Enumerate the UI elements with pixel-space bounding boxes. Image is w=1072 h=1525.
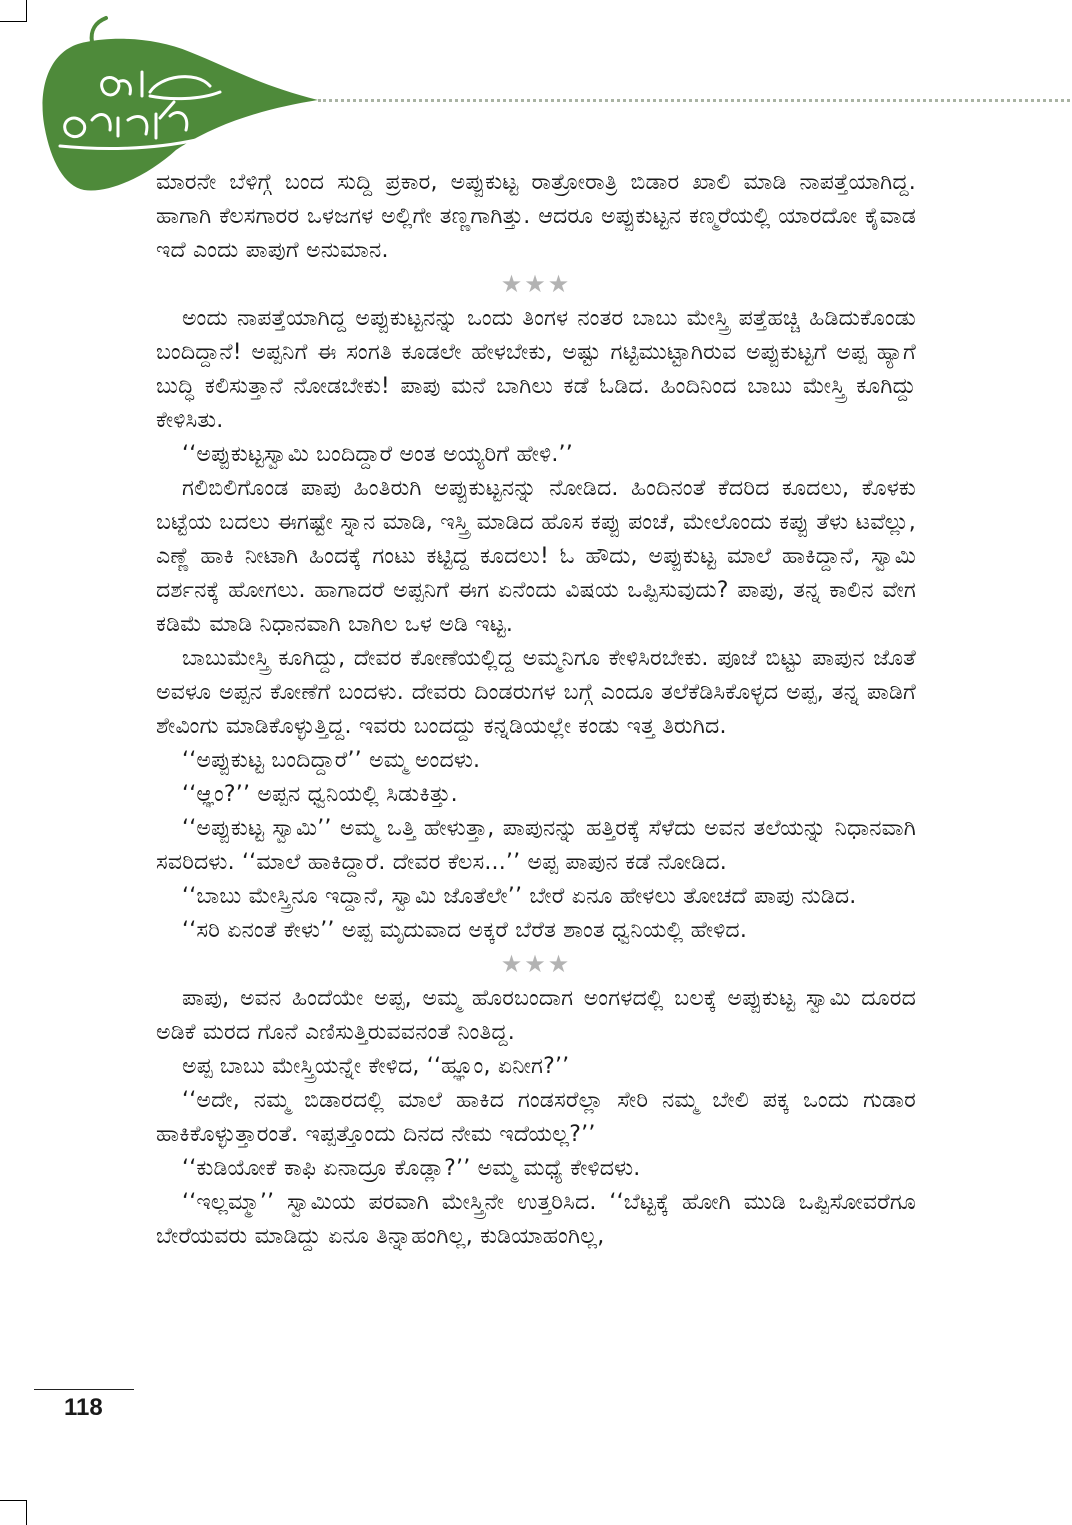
leaf-stem bbox=[92, 18, 106, 42]
section-separator: ★★★ bbox=[500, 270, 572, 298]
section-separator: ★★★ bbox=[500, 950, 572, 978]
paragraph: ಬಾಬುಮೇಸ್ತ್ರಿ ಕೂಗಿದ್ದು, ದೇವರ ಕೋಣೆಯಲ್ಲಿದ್ದ ಅಮ್ಮನಿಗೂ ಕೇಳಿಸಿರಬೇಕು. ಪೂಜೆ ಬಿಟ್ಟು ಪಾಪುನ ಜೊತೆ ಅವಳೂ ಅಪ್ಪನ ಕೋಣೆಗೆ ಬಂದಳು. ದೇವರು ದಿಂಡರುಗಳ ಬಗ್ಗೆ ಎಂದೂ ತಲೆಕೆಡಿಸಿಕೊಳ್ಳದ ಅಪ್ಪ, ತನ್ನ ಪಾಡಿಗೆ ಶೇವಿಂಗು ಮಾಡಿಕೊಳ್ಳುತ್ತಿದ್ದ. ಇವರು ಬಂದದ್ದು ಕನ್ನಡಿಯಲ್ಲೇ ಕಂಡು ಇತ್ತ ತಿರುಗಿದ. bbox=[156, 646, 916, 739]
paragraph: ‘‘ಅಪ್ಪುಕುಟ್ಟ ಸ್ವಾಮಿ’’ ಅಮ್ಮ ಒತ್ತಿ ಹೇಳುತ್ತಾ, ಪಾಪುನನ್ನು ಹತ್ತಿರಕ್ಕೆ ಸೆಳೆದು ಅವನ ತಲೆಯನ್ನು ನಿಧಾನವಾಗಿ ಸವರಿದಳು. ‘‘ಮಾಲೆ ಹಾಕಿದ್ದಾರೆ. ದೇವರ ಕೆಲಸ...’’ ಅಪ್ಪ ಪಾಪುನ ಕಡೆ ನೋಡಿದ. bbox=[156, 816, 916, 875]
paragraph: ‘‘ಬಾಬು ಮೇಸ್ತ್ರಿನೂ ಇದ್ದಾನೆ, ಸ್ವಾಮಿ ಜೊತೆಲೇ’’ ಬೇರೆ ಏನೂ ಹೇಳಲು ತೋಚದೆ ಪಾಪು ನುಡಿದ. bbox=[182, 884, 857, 909]
paragraph: ‘‘ಆ್ಞಂ?’’ ಅಪ್ಪನ ಧ್ವನಿಯಲ್ಲಿ ಸಿಡುಕಿತ್ತು. bbox=[182, 782, 458, 807]
page-number-rule bbox=[34, 1389, 134, 1390]
paragraph: ‘‘ಇಲ್ಲಮ್ಮಾ’’ ಸ್ವಾಮಿಯ ಪರವಾಗಿ ಮೇಸ್ತ್ರಿನೇ ಉತ್ತರಿಸಿದ. ‘‘ಬೆಟ್ಟಕ್ಕೆ ಹೋಗಿ ಮುಡಿ ಒಪ್ಪಿಸೋವರೆಗೂ ಬೇರೆಯವರು ಮಾಡಿದ್ದು ಏನೂ ತಿನ್ನಾಹಂಗಿಲ್ಲ, ಕುಡಿಯಾಹಂಗಿಲ್ಲ, bbox=[156, 1190, 916, 1249]
paragraph: ಗಲಿಬಿಲಿಗೊಂಡ ಪಾಪು ಹಿಂತಿರುಗಿ ಅಪ್ಪುಕುಟ್ಟನನ್ನು ನೋಡಿದ. ಹಿಂದಿನಂತೆ ಕೆದರಿದ ಕೂದಲು, ಕೊಳಕು ಬಟ್ಟೆಯ ಬದಲು ಈಗಷ್ಟೇ ಸ್ನಾನ ಮಾಡಿ, ಇಸ್ತ್ರಿ ಮಾಡಿದ ಹೊಸ ಕಪ್ಪು ಪಂಚೆ, ಮೇಲೊಂದು ಕಪ್ಪು ತೆಳು ಟವೆಲ್ಲು, ಎಣ್ಣೆ ಹಾಕಿ ನೀಟಾಗಿ ಹಿಂದಕ್ಕೆ ಗಂಟು ಕಟ್ಟಿದ್ದ ಕೂದಲು! ಓ ಹೌದು, ಅಪ್ಪುಕುಟ್ಟ ಮಾಲೆ ಹಾಕಿದ್ದಾನೆ, ಸ್ವಾಮಿ ದರ್ಶನಕ್ಕೆ ಹೋಗಲು. ಹಾಗಾದರೆ ಅಪ್ಪನಿಗೆ ಈಗ ಏನೆಂದು ವಿಷಯ ಒಪ್ಪಿಸುವುದು? ಪಾಪು, ತನ್ನ ಕಾಲಿನ ವೇಗ ಕಡಿಮೆ ಮಾಡಿ ನಿಧಾನವಾಗಿ ಬಾಗಿಲ ಒಳ ಅಡಿ ಇಟ್ಟ. bbox=[156, 476, 916, 637]
paragraph: ‘‘ಅಪ್ಪುಕುಟ್ಟಸ್ವಾಮಿ ಬಂದಿದ್ದಾರೆ ಅಂತ ಅಯ್ಯರಿಗೆ ಹೇಳಿ.’’ bbox=[182, 442, 573, 467]
paragraph: ‘‘ಅಪ್ಪುಕುಟ್ಟ ಬಂದಿದ್ದಾರೆ’’ ಅಮ್ಮ ಅಂದಳು. bbox=[182, 748, 481, 773]
paragraph: ‘‘ಸರಿ ಏನಂತೆ ಕೇಳು’’ ಅಪ್ಪ ಮೃದುವಾದ ಅಕ್ಕರೆ ಬೆರೆತ ಶಾಂತ ಧ್ವನಿಯಲ್ಲಿ ಹೇಳಿದ. bbox=[182, 918, 748, 943]
paragraph: ‘‘ಅದೇ, ನಮ್ಮ ಬಿಡಾರದಲ್ಲಿ ಮಾಲೆ ಹಾಕಿದ ಗಂಡಸರೆಲ್ಲಾ ಸೇರಿ ನಮ್ಮ ಬೇಲಿ ಪಕ್ಕ ಒಂದು ಗುಡಾರ ಹಾಕಿಕೊಳ್ಳುತ್ತಾರಂತೆ. ಇಪ್ಪತ್ತೊಂದು ದಿನದ ನೇಮ ಇದೆಯಲ್ಲ?’’ bbox=[156, 1088, 916, 1147]
crop-mark-bottom-vertical bbox=[26, 1500, 27, 1525]
paragraph: ಅಂದು ನಾಪತ್ತೆಯಾಗಿದ್ದ ಅಪ್ಪುಕುಟ್ಟನನ್ನು ಒಂದು ತಿಂಗಳ ನಂತರ ಬಾಬು ಮೇಸ್ತ್ರಿ ಪತ್ತೆಹಚ್ಚಿ ಹಿಡಿದುಕೊಂಡು ಬಂದಿದ್ದಾನೆ! ಅಪ್ಪನಿಗೆ ಈ ಸಂಗತಿ ಕೂಡಲೇ ಹೇಳಬೇಕು, ಅಷ್ಟು ಗಟ್ಟಿಮುಟ್ಟಾಗಿರುವ ಅಪ್ಪುಕುಟ್ಟಗೆ ಅಪ್ಪ ಹ್ಯಾಗೆ ಬುದ್ಧಿ ಕಲಿಸುತ್ತಾನೆ ನೋಡಬೇಕು! ಪಾಪು ಮನೆ ಬಾಗಿಲು ಕಡೆ ಓಡಿದ. ಹಿಂದಿನಿಂದ ಬಾಬು ಮೇಸ್ತ್ರಿ ಕೂಗಿದ್ದು ಕೇಳಿಸಿತು. bbox=[156, 306, 916, 433]
crop-mark-bottom-horizontal bbox=[0, 1500, 26, 1501]
header-dotted-rule bbox=[318, 99, 1070, 102]
article-body bbox=[156, 166, 916, 1254]
page-number: 118 bbox=[64, 1394, 103, 1421]
paragraph: ಮಾರನೇ ಬೆಳಿಗ್ಗೆ ಬಂದ ಸುದ್ದಿ ಪ್ರಕಾರ, ಅಪ್ಪುಕುಟ್ಟ ರಾತ್ರೋರಾತ್ರಿ ಬಿಡಾರ ಖಾಲಿ ಮಾಡಿ ನಾಪತ್ತೆಯಾಗಿದ್ದ. ಹಾಗಾಗಿ ಕೆಲಸಗಾರರ ಒಳಜಗಳ ಅಲ್ಲಿಗೇ ತಣ್ಣಗಾಗಿತ್ತು. ಆದರೂ ಅಪ್ಪುಕುಟ್ಟನ ಕಣ್ಮರೆಯಲ್ಲಿ ಯಾರದೋ ಕೈವಾಡ ಇದೆ ಎಂದು ಪಾಪುಗೆ ಅನುಮಾನ. bbox=[156, 170, 916, 263]
paragraph: ಅಪ್ಪ ಬಾಬು ಮೇಸ್ತ್ರಿಯನ್ನೇ ಕೇಳಿದ, ‘‘ಹ್ಞೂಂ, ಏನೀಗ?’’ bbox=[182, 1054, 570, 1079]
paragraph: ‘‘ಕುಡಿಯೋಕೆ ಕಾಫಿ ಏನಾದ್ರೂ ಕೊಡ್ಲಾ?’’ ಅಮ್ಮ ಮಧ್ಯೆ ಕೇಳಿದಳು. bbox=[182, 1156, 641, 1181]
paragraph: ಪಾಪು, ಅವನ ಹಿಂದೆಯೇ ಅಪ್ಪ, ಅಮ್ಮ ಹೊರಬಂದಾಗ ಅಂಗಳದಲ್ಲಿ ಬಲಕ್ಕೆ ಅಪ್ಪುಕುಟ್ಟ ಸ್ವಾಮಿ ದೂರದ ಅಡಿಕೆ ಮರದ ಗೊನೆ ಎಣಿಸುತ್ತಿರುವವನಂತೆ ನಿಂತಿದ್ದ. bbox=[156, 986, 916, 1045]
